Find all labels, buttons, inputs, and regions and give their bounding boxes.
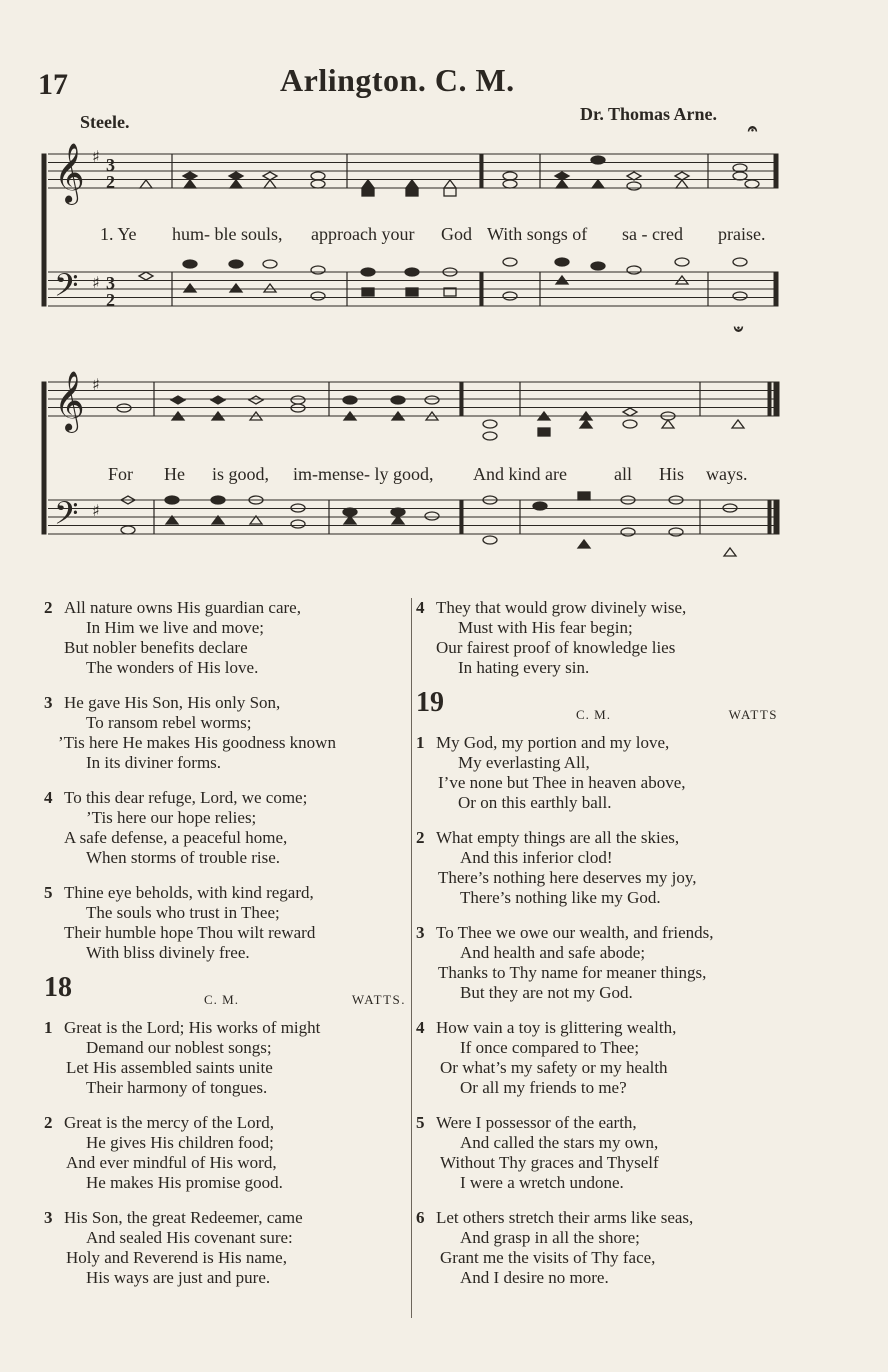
treble-clef-icon: 𝄞 — [54, 371, 85, 431]
stanza-number: 4 — [44, 788, 53, 807]
stanza-line: The wonders of His love. — [86, 658, 259, 677]
fermata-icon: 𝄑 — [734, 319, 743, 338]
stanza-line: Grant me the visits of Thy face, — [440, 1248, 656, 1267]
stanza-line: His Son, the great Redeemer, came — [64, 1208, 303, 1227]
hymn-number: 18 — [44, 972, 72, 1003]
stanza-line: If once compared to Thee; — [460, 1038, 640, 1057]
stanza-line: With bliss divinely free. — [86, 943, 250, 962]
stanza — [44, 1113, 406, 1193]
stanza-line: Great is the Lord; His works of might — [64, 1018, 321, 1037]
lyric-syllable: approach your — [311, 224, 415, 244]
stanza — [44, 1018, 406, 1098]
stanza — [416, 1113, 788, 1193]
oval-note — [291, 396, 305, 404]
lyric-syllable: For — [108, 464, 134, 484]
stanza-line: ’Tis here our hope relies; — [86, 808, 257, 827]
diamond-note — [183, 172, 197, 180]
triangle-note — [406, 180, 418, 188]
square-note — [362, 188, 374, 196]
triangle-note — [362, 180, 374, 188]
oval-note — [425, 512, 439, 520]
triangle-note — [184, 180, 196, 188]
triangle-note — [676, 180, 688, 188]
stanza — [416, 598, 788, 678]
triangle-note — [732, 420, 744, 428]
stanza-line: And sealed His covenant sure: — [86, 1228, 293, 1247]
stanza-line: And this inferior clod! — [460, 848, 613, 867]
right-column — [416, 598, 788, 1303]
stanza-number: 4 — [416, 1018, 425, 1037]
stanza-line: Or on this earthly ball. — [458, 793, 612, 812]
oval-note — [291, 520, 305, 528]
triangle-note — [230, 284, 242, 292]
oval-note — [165, 496, 179, 504]
triangle-note — [264, 284, 276, 292]
double-barline — [480, 154, 483, 188]
oval-note — [183, 260, 197, 268]
stanza-line: All nature owns His guardian care, — [64, 598, 301, 617]
stanza-line: Demand our noblest songs; — [86, 1038, 272, 1057]
system-bracket — [42, 382, 46, 534]
stanza-line: Thine eye beholds, with kind regard, — [64, 883, 314, 902]
stanza-line: Or all my friends to me? — [460, 1078, 627, 1097]
stanza-line: I’ve none but Thee in heaven above, — [438, 773, 686, 792]
triangle-note — [444, 180, 456, 188]
stanza-line: How vain a toy is glittering wealth, — [436, 1018, 677, 1037]
oval-note — [503, 172, 517, 180]
hymn-number: 19 — [416, 687, 444, 718]
lyric-syllable: all — [614, 464, 632, 484]
fermata-icon: 𝄐 — [748, 119, 757, 138]
stanza-line: Let others stretch their arms like seas, — [436, 1208, 694, 1227]
stanza-line: To ransom rebel worms; — [86, 713, 252, 732]
stanza-line: Great is the mercy of the Lord, — [64, 1113, 275, 1132]
oval-note — [311, 172, 325, 180]
oval-note — [361, 268, 375, 276]
stanza-line: In its diviner forms. — [86, 753, 222, 772]
triangle-note — [264, 180, 276, 188]
stanza-line: I were a wretch undone. — [460, 1173, 624, 1192]
oval-note — [483, 536, 497, 544]
triangle-note — [578, 540, 590, 548]
lyric-syllable: His — [659, 464, 685, 484]
oval-note — [483, 420, 497, 428]
stanza-line: In Him we live and move; — [86, 618, 264, 637]
sharp-icon: ♯ — [92, 147, 100, 166]
oval-note — [591, 262, 605, 270]
stanza-line: But they are not my God. — [460, 983, 633, 1002]
diamond-note — [249, 396, 263, 404]
square-note — [406, 288, 418, 296]
final-barline — [768, 500, 771, 534]
stanza-line: Their harmony of tongues. — [86, 1078, 268, 1097]
final-barline — [768, 382, 771, 416]
stanza-line: Were I possessor of the earth, — [436, 1113, 637, 1132]
oval-note — [503, 292, 517, 300]
stanza-number: 4 — [416, 598, 425, 617]
stanza-line: In hating every sin. — [458, 658, 590, 677]
lyric-syllable: im-mense- ly good, — [293, 464, 434, 484]
page-number: 17 — [38, 68, 68, 101]
hymn-meter: C. M. — [204, 992, 239, 1007]
stanza-line: Without Thy graces and Thyself — [440, 1153, 659, 1172]
final-barline — [774, 500, 779, 534]
lyric-syllable: ways. — [706, 464, 748, 484]
oval-note — [391, 396, 405, 404]
stanza — [44, 1208, 406, 1288]
oval-note — [627, 182, 641, 190]
stanza-line: My everlasting All, — [458, 753, 590, 772]
oval-note — [533, 502, 547, 510]
stanza-number: 5 — [44, 883, 53, 902]
oval-note — [391, 508, 405, 516]
hymn-author: WATTS — [728, 707, 778, 722]
diamond-note — [263, 172, 277, 180]
lyric-syllable: God — [441, 224, 472, 244]
oval-note — [591, 156, 605, 164]
diamond-note — [675, 172, 689, 180]
stanza-line: But nobler benefits declare — [64, 638, 248, 657]
stanza-line: And I desire no more. — [460, 1268, 609, 1287]
stanza-line: And health and safe abode; — [460, 943, 646, 962]
time-signature-top: 3 — [106, 273, 115, 293]
final-barline — [774, 382, 779, 416]
stanza-number: 2 — [44, 1113, 53, 1132]
double-barline — [460, 500, 463, 534]
stanza — [416, 1018, 788, 1098]
stanza-line: My God, my portion and my love, — [436, 733, 670, 752]
lyric-syllable: hum- ble souls, — [172, 224, 283, 244]
stanza-number: 5 — [416, 1113, 425, 1132]
oval-note — [311, 266, 325, 274]
oval-note — [343, 396, 357, 404]
stanza-line: He gave His Son, His only Son, — [64, 693, 281, 712]
triangle-note — [580, 420, 592, 428]
triangle-note — [556, 180, 568, 188]
oval-note — [263, 260, 277, 268]
oval-note — [229, 260, 243, 268]
time-signature-bottom: 2 — [106, 290, 115, 310]
oval-note — [425, 396, 439, 404]
triangle-note — [662, 420, 674, 428]
triangle-note — [592, 180, 604, 188]
time-signature-top: 3 — [106, 155, 115, 175]
column-divider — [411, 598, 412, 1318]
stanza-line: Or what’s my safety or my health — [440, 1058, 668, 1077]
oval-note — [733, 292, 747, 300]
stanza-number: 1 — [416, 733, 425, 752]
stanza-line: Their humble hope Thou wilt reward — [64, 923, 316, 942]
oval-note — [211, 496, 225, 504]
stanza-number: 1 — [44, 1018, 53, 1037]
lyric-syllable: is good, — [212, 464, 270, 484]
tune-composer: Dr. Thomas Arne. — [580, 104, 718, 124]
stanza-line: He gives His children food; — [86, 1133, 274, 1152]
stanza — [44, 883, 406, 963]
triangle-note — [184, 284, 196, 292]
oval-note — [311, 180, 325, 188]
hymn-meter: C. M. — [576, 707, 611, 722]
oval-note — [621, 528, 635, 536]
triangle-note — [140, 180, 152, 188]
time-signature-bottom: 2 — [106, 172, 115, 192]
diamond-note — [623, 408, 637, 416]
triangle-note — [230, 180, 242, 188]
tune-title: Arlington. C. M. — [280, 62, 515, 98]
stanza-line: Holy and Reverend is His name, — [66, 1248, 287, 1267]
oval-note — [405, 268, 419, 276]
stanza-line: And grasp in all the shore; — [460, 1228, 640, 1247]
treble-clef-icon: 𝄞 — [54, 143, 85, 203]
sharp-icon: ♯ — [92, 375, 100, 394]
stanza-line: To this dear refuge, Lord, we come; — [64, 788, 308, 807]
stanza-line: What empty things are all the skies, — [436, 828, 680, 847]
tune-author: Steele. — [80, 112, 130, 132]
stanza-line: His ways are just and pure. — [86, 1268, 271, 1287]
stanza-number: 3 — [44, 693, 53, 712]
stanza — [416, 828, 788, 908]
bass-clef-icon: 𝄢 — [54, 495, 79, 539]
diamond-note — [627, 172, 641, 180]
triangle-note — [724, 548, 736, 556]
stanza-line: They that would grow divinely wise, — [436, 598, 687, 617]
stanza-line: He makes His promise good. — [86, 1173, 283, 1192]
stanza — [416, 923, 788, 1003]
stanza-line: The souls who trust in Thee; — [86, 903, 280, 922]
stanza — [416, 733, 788, 813]
oval-note — [483, 432, 497, 440]
oval-note — [343, 508, 357, 516]
stanza-line: There’s nothing like my God. — [460, 888, 661, 907]
square-note — [362, 288, 374, 296]
stanza — [44, 693, 406, 773]
sharp-icon: ♯ — [92, 273, 100, 292]
stanza-number: 6 — [416, 1208, 425, 1227]
stanza — [416, 1208, 788, 1288]
lyric-syllable: praise. — [718, 224, 766, 244]
oval-note — [745, 180, 759, 188]
stanza-line: To Thee we owe our wealth, and friends, — [436, 923, 714, 942]
oval-note — [121, 526, 135, 534]
hymn-19-header — [416, 687, 788, 727]
oval-note — [733, 172, 747, 180]
left-column — [44, 598, 406, 1303]
final-barline — [774, 272, 778, 306]
stanza-number: 2 — [44, 598, 53, 617]
lyric-syllable: He — [164, 464, 185, 484]
stanza-number: 2 — [416, 828, 425, 847]
final-barline — [774, 154, 778, 188]
system-bracket — [42, 154, 46, 306]
stanza — [44, 598, 406, 678]
stanza-line: Thanks to Thy name for meaner things, — [438, 963, 707, 982]
stanza-line: A safe defense, a peaceful home, — [64, 828, 288, 847]
stanza-line: When storms of trouble rise. — [86, 848, 281, 867]
diamond-note — [229, 172, 243, 180]
oval-note — [311, 292, 325, 300]
double-barline — [480, 272, 483, 306]
stanza-line: There’s nothing here deserves my joy, — [438, 868, 697, 887]
oval-note — [623, 420, 637, 428]
double-barline — [460, 382, 463, 416]
stanza-line: Our fairest proof of knowledge lies — [436, 638, 676, 657]
stanza-number: 3 — [44, 1208, 53, 1227]
lyric-syllable: 1. Ye — [100, 224, 137, 244]
square-note — [444, 188, 456, 196]
stanza-line: Let His assembled saints unite — [66, 1058, 273, 1077]
hymn-author: WATTS. — [351, 992, 406, 1007]
stanza — [44, 788, 406, 868]
oval-note — [503, 180, 517, 188]
square-note — [538, 428, 550, 436]
oval-note — [503, 258, 517, 266]
diamond-note — [555, 172, 569, 180]
square-note — [578, 492, 590, 500]
stanza-line: ’Tis here He makes His goodness known — [58, 733, 336, 752]
stanza-line: And called the stars my own, — [460, 1133, 659, 1152]
sharp-icon: ♯ — [92, 501, 100, 520]
stanza-line: Must with His fear begin; — [458, 618, 633, 637]
music-score — [0, 0, 888, 600]
bass-clef-icon: 𝄢 — [54, 267, 79, 311]
square-note — [406, 188, 418, 196]
lyric-syllable: sa - cred — [622, 224, 683, 244]
oval-note — [627, 266, 641, 274]
oval-note — [675, 258, 689, 266]
lyric-syllable: And kind are — [473, 464, 567, 484]
hymn-18-header — [44, 972, 406, 1012]
oval-note — [669, 528, 683, 536]
stanza-number: 3 — [416, 923, 425, 942]
oval-note — [555, 258, 569, 266]
diamond-note — [139, 272, 153, 280]
oval-note — [733, 258, 747, 266]
lyric-syllable: With songs of — [487, 224, 588, 244]
diamond-note — [211, 396, 225, 404]
stanza-line: And ever mindful of His word, — [66, 1153, 277, 1172]
diamond-note — [171, 396, 185, 404]
